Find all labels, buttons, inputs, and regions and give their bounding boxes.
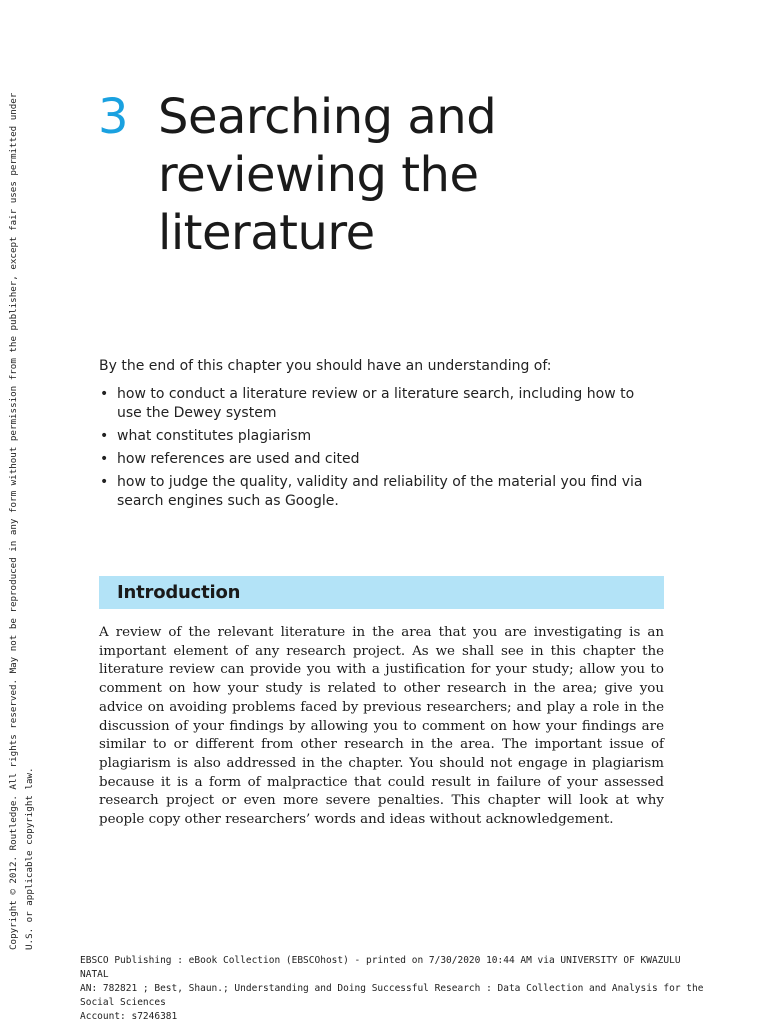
section-heading-band	[99, 576, 664, 609]
bullet-icon: •	[100, 451, 109, 467]
copyright-notice: Copyright © 2012. Routledge. All rights reserved. May not be reproduced in any form without permission from the publisher, except fair uses permitted under U.S. or applicable copyright law.	[8, 92, 35, 950]
objective-text: how to conduct a literature review or a literature search, including how to use the Dewey system	[117, 386, 635, 421]
objective-text: how to judge the quality, validity and reliability of the material you find via search engines such as Google.	[117, 474, 643, 509]
section-title: Introduction	[117, 582, 241, 603]
list-item	[99, 473, 659, 511]
objectives-list	[99, 385, 659, 511]
footer-line-citation: AN: 782821 ; Best, Shaun.; Understanding and Doing Successful Research : Data Collection and Analysis for the Social Sciences	[80, 983, 704, 1008]
list-item	[99, 385, 659, 423]
objectives-intro: By the end of this chapter you should have an understanding of:	[99, 358, 552, 374]
footer-line-source: EBSCO Publishing : eBook Collection (EBSCOhost) - printed on 7/30/2020 10:44 AM via UNIVERSITY OF KWAZULU NATAL	[80, 955, 681, 980]
list-item	[99, 427, 659, 446]
learning-objectives	[99, 356, 659, 515]
bullet-icon: •	[100, 428, 109, 444]
list-item	[99, 450, 659, 469]
page-footer	[80, 954, 710, 1024]
objective-text: how references are used and cited	[117, 451, 360, 467]
chapter-title: Searching and reviewing the literature	[158, 89, 497, 261]
footer-line-account: Account: s7246381	[80, 1011, 178, 1022]
bullet-icon: •	[100, 386, 109, 402]
intro-paragraph: A review of the relevant literature in the area that you are investigating is an important element of any research project. As we shall see in this chapter the literature review can provide you with a justification for your study; allow you to comment on how your study is related to other research in the area; give you advice on avoiding problems faced by previous researchers; and play a role in the discussion of your findings by allowing you to comment on how your findings are similar to or different from other research in the area. The important issue of plagiarism is also addressed in the chapter. You should not engage in plagiarism because it is a form of malpractice that could result in failure of your assessed research project or even more severe penalties. This chapter will look at why people copy other researchers’ words and ideas without acknowledgement.	[99, 625, 664, 828]
objective-text: what constitutes plagiarism	[117, 428, 312, 444]
chapter-number: 3	[98, 89, 129, 145]
bullet-icon: •	[100, 474, 109, 490]
